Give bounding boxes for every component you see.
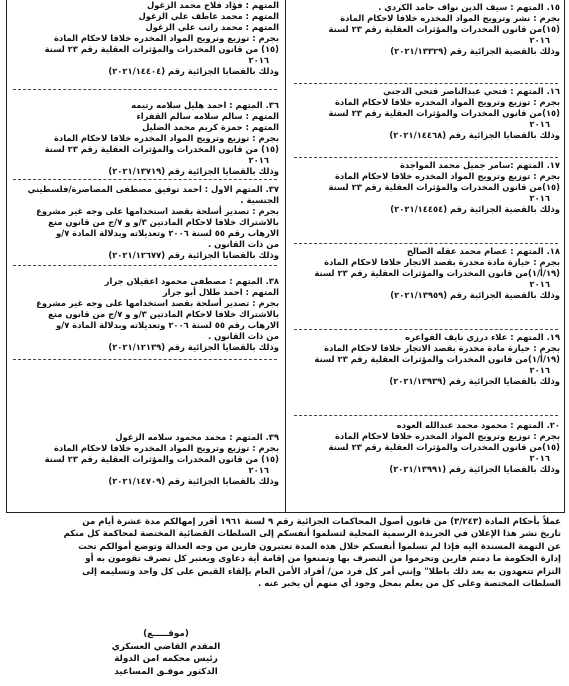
entry-line: وذلك بالقضية الجزائية رقم (٢٠٢١/١٣٣٢٩) — [390, 46, 560, 56]
entry-separator — [294, 329, 558, 330]
entry-line: المتهم : محمد راتب علي الزغول — [145, 22, 279, 32]
entry-line: ٢٠١٦ — [529, 365, 550, 375]
case-entry — [288, 246, 564, 330]
entry-line: ٣٧. المتهم الاول : احمد توفيق مصطفى المصاصرة/فلسطيني — [27, 184, 279, 194]
entry-line: ١٥. المتهم : سيف الدين نواف حامد الكردي . — [378, 2, 560, 12]
case-entry — [7, 100, 283, 180]
entry-line: وذلك بالقضايا الجزائية رقم (٢٠٢١/١٣٩٣٩) — [389, 376, 560, 386]
signer-name: الدكتور موفـق المساعيد — [114, 666, 218, 677]
entry-line: المتهم : سالم سلامه سالم القفراء — [136, 111, 279, 121]
entry-line: بجرم : حيازة مادة مخدرة بقصد الاتجار خلافا لاحكام المادة — [324, 257, 560, 267]
signer-rank: المقدم القاضي العسكري — [111, 641, 221, 652]
entry-separator — [13, 265, 277, 266]
entry-line: (١٥)من قانون المخدرات والمؤثرات العقلية رقم ٢٣ لسنة — [328, 24, 560, 34]
entry-line: ٢٠١٦ — [529, 35, 550, 45]
case-entry — [7, 432, 283, 510]
entry-line: ١٨. المتهم : عصام محمد عقله الصالح — [406, 246, 560, 256]
entry-line: بجرم : حيازة مادة مخدرة بقصد الاتجار خلافا لاحكام المادة — [324, 343, 560, 353]
case-entry — [7, 276, 283, 360]
case-entry — [7, 184, 283, 266]
entry-line: المتهم : محمد عاطف علي الزغول — [138, 11, 279, 21]
entry-separator — [294, 83, 558, 84]
entry-line: وذلك بالقضية الجزائية رقم (٢٠٢١/١٣٩٥٩) — [390, 290, 560, 300]
entry-line: (١٥)من قانون المخدرات والمؤثرات العقلية رقم ٢٣ لسنة — [328, 182, 560, 192]
entry-line: ٣٨. المتهم : مصطفى محمود اعقيلان جرار — [104, 276, 279, 286]
entry-line: ٢٠١٦ — [248, 155, 269, 165]
entry-line: ٢٠١٦ — [529, 119, 550, 129]
entry-line: ٢٠١٦ — [248, 465, 269, 475]
entry-line: (١٥)من قانون المخدرات والمؤثرات العقلية رقم ٢٣ لسنة — [328, 108, 560, 118]
entry-line: وذلك بالقضايا الجزائية رقم (٢٠٢١/١٣٧١٩) — [108, 166, 279, 176]
case-entry — [7, 0, 283, 90]
entry-line: الارهاب رقم ٥٥ لسنة ٢٠٠٦ وتعديلاته وبدلالة المادة ٧/و — [55, 228, 279, 238]
notice-line: التزام تتعهدون به بعد ذلك باطلا" وإنني أمر كل فرد من/ أفراد الأمن العام بإلقاء القبض على كل واحد وتسليمه إلى — [82, 566, 561, 577]
entry-line: ١٩. المتهم : علاء درزي نايف الفواعره — [405, 332, 560, 342]
entry-line: ٣٩. المتهم : محمد محمود سلامه الزغول — [115, 432, 279, 442]
entry-line: ٢٠. المتهم : محمود محمد عبدالله العوده — [396, 420, 560, 430]
entry-line: بالاشتراك خلافا لاحكام المادتين ٣/و و ٧/ج من قانون منع — [48, 217, 279, 227]
entry-line: المتهم : فؤاد فلاح محمد الزغول — [147, 0, 279, 10]
entry-line: بجرم : توزيع وترويج المواد المخدره خلافا لاحكام المادة — [334, 97, 560, 107]
announcement-table — [6, 0, 565, 513]
case-entry — [288, 420, 564, 510]
entry-line: بجرم : نشر وترويج المواد المخدره خلافا لاحكام المادة — [340, 13, 560, 23]
entry-separator — [13, 89, 277, 90]
case-entry — [288, 160, 564, 244]
entry-line: ٢٠١٦ — [529, 193, 550, 203]
entry-line: (١٩/أ/١)من قانون المخدرات والمؤثرات العقلية رقم ٢٣ لسنة — [314, 268, 560, 278]
entry-line: وذلك بالقضايا الجزائية رقم (٢٠٢١/١٤٧٠٩) — [108, 476, 279, 486]
entry-separator — [294, 243, 558, 244]
case-entry — [288, 86, 564, 158]
entry-line: وذلك بالقضية الجزائية رقم (٢٠٢١/١٤٤٥٤) — [390, 204, 560, 214]
left-column — [7, 0, 283, 512]
entry-line: ٢٠١٦ — [529, 279, 550, 289]
right-column — [288, 0, 564, 512]
entry-line: بجرم : تصدير أسلحة بقصد استخدامها على وجه غير مشروع — [36, 298, 279, 308]
entry-line: من ذات القانون . — [208, 239, 279, 249]
entry-line: من ذات القانون . — [208, 331, 279, 341]
entry-line: وذلك بالقضايا الجزائية رقم (٢٠٢١/١٢٦٧٧) — [108, 250, 279, 260]
entry-line: (١٥) من قانون المخدرات والمؤثرات العقلية رقم ٢٣ لسنة — [44, 454, 279, 464]
entry-line: الارهاب رقم ٥٥ لسنة ٢٠٠٦ وتعديلاته وبدلالة المادة ٧/و — [55, 320, 279, 330]
entry-line: وذلك بالقضايا الجزائية رقم (٢٠٢١/١٣٩٩١) — [389, 464, 560, 474]
entry-separator — [294, 415, 558, 416]
signed-mark: (موقـــــع) — [143, 629, 189, 639]
signature-block — [66, 628, 266, 678]
signer-title: رئيس محكمه امن الدولة — [114, 654, 218, 664]
entry-line: ١٧. المتهم :سامر جميل محمد المواجدة — [399, 160, 560, 170]
case-entry — [288, 332, 564, 416]
notice-line: السلطات المختصة وعلى كل من يعلم بمحل وجود أي منهم أن يخبر عنه . — [258, 579, 561, 590]
entry-line: ٢٠١٦ — [529, 453, 550, 463]
entry-line: وذلك بالقضايا الجزائية رقم (٢٠٢١/١٤٤٦٨) — [389, 130, 560, 140]
entry-line: بجرم : تصدير أسلحة بقصد استخدامها على وجه غير مشروع — [36, 206, 279, 216]
entry-line: ١٦. المتهم : فتحي عبدالناصر فتحي الدجني — [383, 86, 560, 96]
entry-line: المتهم : احمد طلال أبو جرار — [162, 287, 279, 297]
entry-line: بجرم : توزيع وترويج المواد المخدره خلافا لاحكام المادة — [334, 171, 560, 181]
entry-separator — [13, 179, 277, 180]
entry-line: (١٥) من قانون المخدرات والمؤثرات العقلية رقم ٢٣ لسنة — [44, 44, 279, 54]
entry-line: بجرم : توزيع وترويج المواد المخدره خلافا لاحكام المادة — [53, 133, 279, 143]
entry-line: بجرم : توزيع وترويج المواد المخدره خلافا لاحكام المادة — [53, 443, 279, 453]
entry-line: الجنسية . — [240, 195, 279, 205]
entry-line: وذلك بالقضايا الجزائية رقم (٢٠٢١/١٢١٣٩) — [108, 342, 279, 352]
notice-line: إدارة الحكومة ما دمتم فارين وتحرموا من التصرف بها وتمنعوا من إقامة أية دعاوى ويعتبر كل تصرف تقومون به أو — [85, 554, 561, 565]
entry-line: (١٥) من قانون المخدرات والمؤثرات العقلية رقم ٢٣ لسنة — [44, 144, 279, 154]
entry-line: (١٥)من قانون المخدرات والمؤثرات العقلية رقم ٢٣ لسنة — [328, 442, 560, 452]
document-page — [6, 0, 563, 686]
entry-separator — [294, 157, 558, 158]
entry-line: بجرم : توزيع وترويج المواد المخدره خلافا لاحكام المادة — [53, 33, 279, 43]
notice-line: تاريخ نشر هذا الإعلان في الجريدة الرسمية المحلية لتسلموا أنفسكم إلى السلطات القضائية المختصة لمحاكمة كل منكم — [63, 529, 561, 540]
entry-line: (١٩/أ/١)من قانون المخدرات والمؤثرات العقلية رقم ٢٣ لسنة — [314, 354, 560, 364]
notice-line: عملاً بأحكام المادة (٣/٢٤٣) من قانون أصول المحاكمات الجزائية رقم ٩ لسنة ١٩٦١ أقرر إمهالكم مدة عشرة أيام من — [82, 517, 561, 527]
entry-line: بالاشتراك خلافا لاحكام المادتين ٣/و و ٧/ج من قانون منع — [48, 309, 279, 319]
entry-line: ٢٠١٦ — [248, 55, 269, 65]
entry-line: بجرم : توزيع وترويج المواد المخدره خلافا لاحكام المادة — [334, 431, 560, 441]
entry-line: وذلك بالقضايا الجزائية رقم (٢٠٢١/١٤٤٠٤) — [108, 66, 279, 76]
column-divider — [285, 0, 286, 512]
notice-line: عن التهمة المسندة اليه فإذا لم تسلموا أنفسكم خلال هذه المدة تعتبرون فارين من وجه العدالة وتوضع أموالكم تحت — [78, 541, 561, 552]
entry-line: المتهم : حمزة كريم محمد الضليل — [142, 122, 279, 132]
entry-separator — [13, 359, 277, 360]
entry-line: ٣٦. المتهم : احمد هليل سلامه رتيمه — [131, 100, 279, 110]
case-entry — [288, 2, 564, 84]
legal-notice — [8, 516, 561, 590]
